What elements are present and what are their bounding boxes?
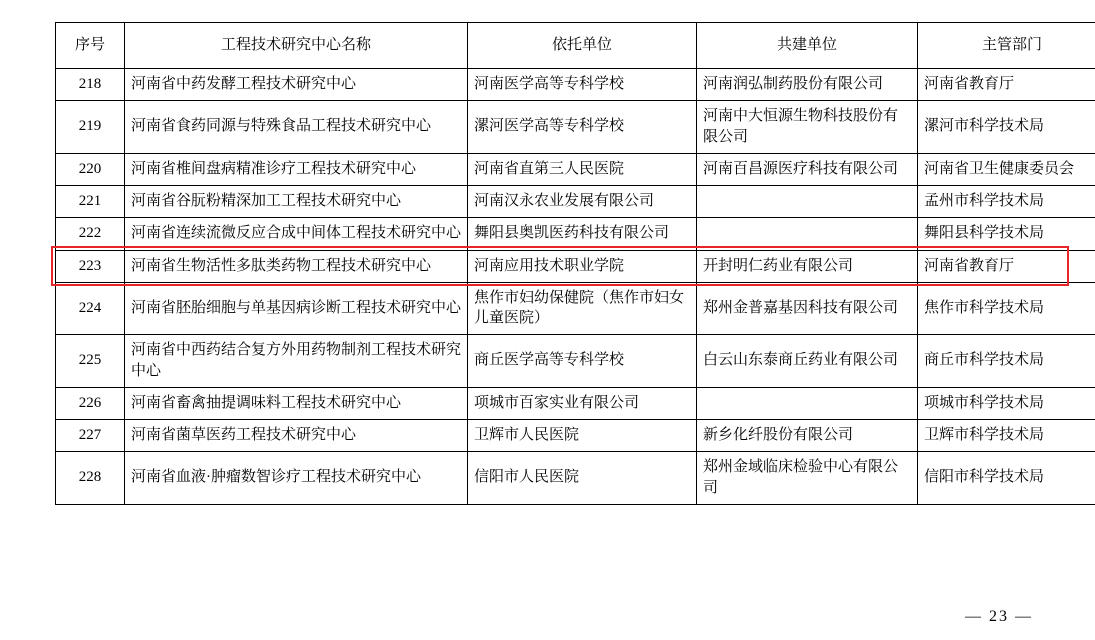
page-number: — 23 —: [965, 608, 1033, 625]
column-header-supervising-dept: 主管部门: [918, 23, 1095, 69]
cell-center-name: 河南省血液·肿瘤数智诊疗工程技术研究中心: [125, 452, 468, 505]
cell-no: 227: [56, 420, 125, 452]
cell-joint-unit: 河南中大恒源生物科技股份有限公司: [697, 101, 918, 154]
cell-host-unit: 河南医学高等专科学校: [468, 69, 697, 101]
table-row: [56, 420, 1095, 452]
cell-host-unit: 河南汉永农业发展有限公司: [468, 186, 697, 218]
cell-joint-unit: 郑州金普嘉基因科技有限公司: [697, 282, 918, 335]
cell-host-unit: 漯河医学高等专科学校: [468, 101, 697, 154]
engineering-centers-table: [55, 22, 1095, 505]
column-header-center-name: 工程技术研究中心名称: [125, 23, 468, 69]
cell-joint-unit: 河南百昌源医疗科技有限公司: [697, 153, 918, 185]
cell-supervising-dept: 焦作市科学技术局: [918, 282, 1095, 335]
cell-joint-unit: 开封明仁药业有限公司: [697, 250, 918, 282]
cell-host-unit: 卫辉市人民医院: [468, 420, 697, 452]
cell-supervising-dept: 河南省教育厅: [918, 250, 1095, 282]
cell-no: 219: [56, 101, 125, 154]
cell-supervising-dept: 河南省卫生健康委员会: [918, 153, 1095, 185]
cell-joint-unit: [697, 387, 918, 419]
table-row: [56, 186, 1095, 218]
table-row-highlighted: [56, 250, 1095, 282]
column-header-no: 序号: [56, 23, 125, 69]
cell-no: 228: [56, 452, 125, 505]
cell-no: 225: [56, 335, 125, 388]
table-header: [56, 23, 1095, 69]
cell-no: 223: [56, 250, 125, 282]
cell-joint-unit: 河南润弘制药股份有限公司: [697, 69, 918, 101]
cell-joint-unit: [697, 218, 918, 250]
table-body: [56, 69, 1095, 505]
cell-center-name: 河南省椎间盘病精准诊疗工程技术研究中心: [125, 153, 468, 185]
cell-supervising-dept: 河南省教育厅: [918, 69, 1095, 101]
cell-joint-unit: 白云山东泰商丘药业有限公司: [697, 335, 918, 388]
table-row: [56, 452, 1095, 505]
table-header-row: [56, 23, 1095, 69]
cell-host-unit: 商丘医学高等专科学校: [468, 335, 697, 388]
cell-host-unit: 焦作市妇幼保健院（焦作市妇女儿童医院）: [468, 282, 697, 335]
cell-center-name: 河南省生物活性多肽类药物工程技术研究中心: [125, 250, 468, 282]
cell-no: 220: [56, 153, 125, 185]
cell-center-name: 河南省食药同源与特殊食品工程技术研究中心: [125, 101, 468, 154]
cell-no: 226: [56, 387, 125, 419]
cell-host-unit: 信阳市人民医院: [468, 452, 697, 505]
cell-center-name: 河南省中西药结合复方外用药物制剂工程技术研究中心: [125, 335, 468, 388]
cell-no: 224: [56, 282, 125, 335]
column-header-host-unit: 依托单位: [468, 23, 697, 69]
cell-center-name: 河南省中药发酵工程技术研究中心: [125, 69, 468, 101]
cell-no: 222: [56, 218, 125, 250]
cell-host-unit: 项城市百家实业有限公司: [468, 387, 697, 419]
cell-center-name: 河南省谷朊粉精深加工工程技术研究中心: [125, 186, 468, 218]
table-row: [56, 282, 1095, 335]
cell-supervising-dept: 漯河市科学技术局: [918, 101, 1095, 154]
cell-supervising-dept: 商丘市科学技术局: [918, 335, 1095, 388]
table-row: [56, 218, 1095, 250]
table-row: [56, 153, 1095, 185]
cell-joint-unit: 郑州金域临床检验中心有限公司: [697, 452, 918, 505]
cell-supervising-dept: 舞阳县科学技术局: [918, 218, 1095, 250]
column-header-joint-unit: 共建单位: [697, 23, 918, 69]
cell-center-name: 河南省菌草医药工程技术研究中心: [125, 420, 468, 452]
table-row: [56, 387, 1095, 419]
cell-host-unit: 河南省直第三人民医院: [468, 153, 697, 185]
cell-joint-unit: 新乡化纤股份有限公司: [697, 420, 918, 452]
cell-supervising-dept: 项城市科学技术局: [918, 387, 1095, 419]
cell-host-unit: 舞阳县奥凯医药科技有限公司: [468, 218, 697, 250]
cell-no: 218: [56, 69, 125, 101]
table-row: [56, 101, 1095, 154]
cell-supervising-dept: 信阳市科学技术局: [918, 452, 1095, 505]
table-row: [56, 69, 1095, 101]
cell-center-name: 河南省胚胎细胞与单基因病诊断工程技术研究中心: [125, 282, 468, 335]
cell-no: 221: [56, 186, 125, 218]
cell-center-name: 河南省畜禽抽提调味料工程技术研究中心: [125, 387, 468, 419]
cell-supervising-dept: 卫辉市科学技术局: [918, 420, 1095, 452]
cell-joint-unit: [697, 186, 918, 218]
cell-center-name: 河南省连续流微反应合成中间体工程技术研究中心: [125, 218, 468, 250]
cell-supervising-dept: 孟州市科学技术局: [918, 186, 1095, 218]
table-row: [56, 335, 1095, 388]
cell-host-unit: 河南应用技术职业学院: [468, 250, 697, 282]
